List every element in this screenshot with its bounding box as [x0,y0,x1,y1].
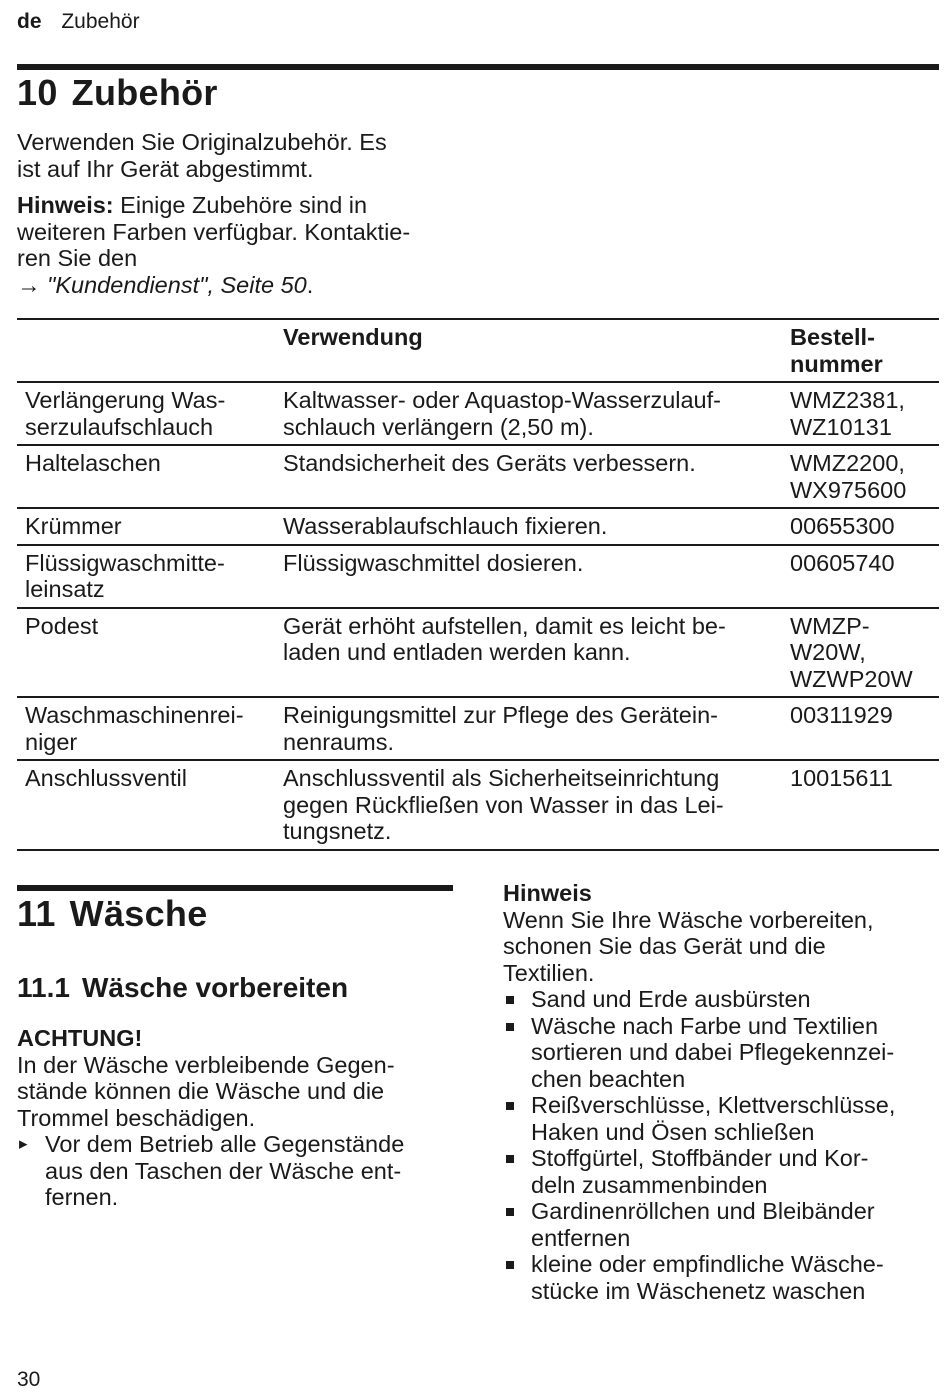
hint-label: Hinweis [503,880,592,906]
usage-cell: Gerät erhöht aufstellen, damit es leicht be- laden und entladen werden kann. [275,608,782,698]
accessory-name-cell: Anschlussventil [17,760,275,850]
table-header-row [17,319,939,382]
running-header [17,10,140,34]
section-10-heading [17,72,218,114]
table-row [17,508,939,545]
table-row [17,760,939,850]
warning-line: Trommel beschädigen. [17,1104,256,1131]
warning-block [17,1025,395,1131]
section-11-title: Wäsche [69,893,208,934]
table-header-cell [17,319,275,382]
table-row [17,545,939,608]
table-row [17,382,939,445]
note-label: Hinweis: [17,192,114,218]
order-number-cell: 00655300 [782,508,939,545]
action-list [17,1131,457,1211]
section-11-rule [17,885,453,891]
usage-cell: Standsicherheit des Geräts verbessern. [275,445,782,508]
section-10-note [17,192,410,298]
hint-list-item: kleine oder empfindliche Wäsche- stücke im Wäschenetz waschen [503,1251,943,1304]
language-code: de [17,10,42,33]
intro-line: Verwenden Sie Originalzubehör. Es [17,129,387,155]
usage-cell: Flüssigwaschmittel dosieren. [275,545,782,608]
arrow-icon: → [17,271,41,298]
table-row [17,608,939,698]
hint-list [503,986,943,1304]
header-section-title: Zubehör [61,10,140,33]
usage-cell: Wasserablaufschlauch fixieren. [275,508,782,545]
note-line: weiteren Farben verfügbar. Kontaktie- [17,218,411,245]
hint-list-item: Gardinenröllchen und Bleibänder entfernen [503,1198,943,1251]
hint-block [503,880,874,986]
hint-line: Textilien. [503,959,595,986]
subsection-heading [17,972,348,1004]
hint-list-item: Sand und Erde ausbürsten [503,986,943,1013]
order-number-cell: WMZP- W20W, WZWP20W [782,608,939,698]
section-10-title: Zubehör [71,72,218,113]
hint-list-item: Stoffgürtel, Stoffbänder und Kor- deln zusammenbinden [503,1145,943,1198]
accessory-name-cell: Podest [17,608,275,698]
usage-cell: Reinigungsmittel zur Pflege des Gerätein- nenraums. [275,697,782,760]
section-10-intro [17,129,387,182]
accessories-table [17,318,939,851]
page-number: 30 [17,1368,41,1391]
section-11-number: 11 [17,893,56,934]
intro-line: ist auf Ihr Gerät abgestimmt. [17,155,314,182]
order-number-cell: WMZ2381, WZ10131 [782,382,939,445]
hint-list-item: Reißverschlüsse, Klettverschlüsse, Haken und Ösen schließen [503,1092,943,1145]
order-number-cell: 10015611 [782,760,939,850]
table-row [17,697,939,760]
accessory-name-cell: Flüssigwaschmitte- leinsatz [17,545,275,608]
accessory-name-cell: Waschmaschinenrei- niger [17,697,275,760]
accessory-name-cell: Verlängerung Was- serzulaufschlauch [17,382,275,445]
customer-service-link[interactable]: "Kundendienst", Seite 50 [47,271,307,298]
hint-line: Wenn Sie Ihre Wäsche vorbereiten, [503,906,874,933]
order-number-cell: WMZ2200, WX975600 [782,445,939,508]
section-10-number: 10 [17,72,58,113]
section-10-rule [17,64,939,70]
link-period: . [306,271,314,298]
table-header-cell: Bestell- nummer [790,324,883,377]
warning-line: stände können die Wäsche und die [17,1078,385,1104]
section-11-heading [17,893,208,935]
accessory-name-cell: Krümmer [17,508,275,545]
subsection-number: 11.1 [17,972,70,1003]
usage-cell: Anschlussventil als Sicherheitseinrichtung gegen Rückfließen von Wasser in das Lei- tungsnetz. [275,760,782,850]
action-step: ▸ Vor dem Betrieb alle Gegenstände aus den Taschen der Wäsche ent- fernen. [17,1131,457,1211]
note-line: ren Sie den [17,245,138,271]
usage-cell: Kaltwasser- oder Aquastop-Wasserzulauf- schlauch verlängern (2,50 m). [275,382,782,445]
subsection-title: Wäsche vorbereiten [81,972,349,1003]
warning-label: ACHTUNG! [17,1025,143,1051]
table-row [17,445,939,508]
accessory-name-cell: Haltelaschen [17,445,275,508]
warning-line: In der Wäsche verbleibende Gegen- [17,1051,395,1078]
table-header-cell: Verwendung [283,324,423,350]
hint-list-item: Wäsche nach Farbe und Textilien sortieren und dabei Pflegekennzei- chen beachten [503,1013,943,1093]
note-text: Einige Zubehöre sind in [113,192,368,218]
hint-line: schonen Sie das Gerät und die [503,933,826,959]
order-number-cell: 00311929 [782,697,939,760]
order-number-cell: 00605740 [782,545,939,608]
